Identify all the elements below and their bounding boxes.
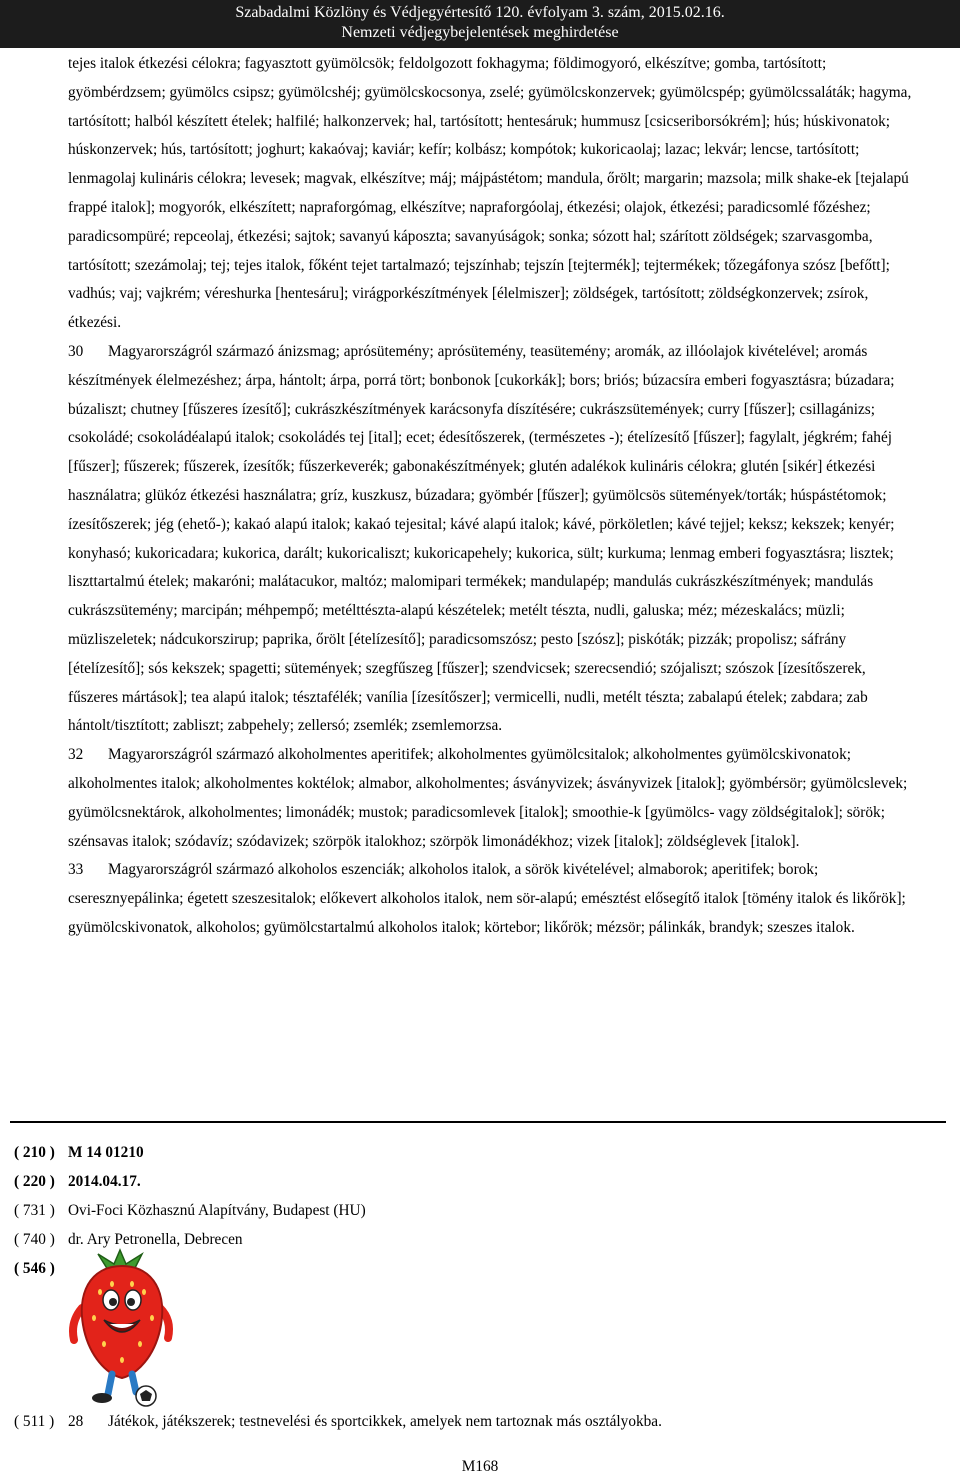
section-divider <box>10 1121 946 1123</box>
field-511 <box>14 1411 662 1433</box>
application-number: M 14 01210 <box>68 1144 144 1161</box>
field-code: ( 546 ) <box>14 1260 55 1277</box>
representative: dr. Ary Petronella, Debrecen <box>68 1231 243 1248</box>
field-code: ( 740 ) <box>14 1231 55 1248</box>
class-paragraph <box>68 856 914 942</box>
field-code: ( 210 ) <box>14 1144 55 1161</box>
class-text: Magyarországról származó alkoholos eszenciák; alkoholos italok, a sörök kivételével; almaborok; aperitifek; borok; cseresznyepálinka; égetett szeszesitalok; előkevert alkoholos italok, nem sör-alapú; emésztést elősegítő italok [tömény italok és likőrök]; gyümölcskivonatok, alkoholos; gyümölcstartalmú alkoholos italok; körtebor; likőrök; mézsör; pálinkák, brandyk; szeszes italok. <box>68 861 906 936</box>
class-paragraph <box>68 741 914 856</box>
field-546 <box>14 1254 366 1283</box>
page-header <box>0 0 960 48</box>
field-731 <box>14 1196 366 1225</box>
class-text: Magyarországról származó ánizsmag; aprósütemény; aprósütemény, teasütemény; aromák, az illóolajok kivételével; aromás készítmények élelmezéshez; árpa, hántolt; árpa, porrá tört; bonbonok [cukorkák]; bors; briós; búzacsíra emberi fogyasztásra; búzadara; búzaliszt; chutney [fűszeres ízesítő]; cukrászkészítmények karácsonyfa díszítésére; cukrászsütemények; curry [fűszer]; csillagánizs; csokoládé; csokoládéalapú italok; csokoládés tej [ital]; ecet; édesítőszerek, (természetes -); ételízesítő [fűszer]; fagylalt, jégkrém; fahéj [fűszer]; fűszerek; fűszerek, ízesítők; fűszerkeverék; gabonakészítmények; glutén adalékok kulináris célokra; glutén [sikér] étkezési használatra; glükóz étkezési használatra; gríz, kuszkusz, búzadara; gyömbér [fűszer]; gyümölcsös sütemények/torták; húspástétomok; ízesítőszerek; jég (ehető-); kakaó alapú italok; kakaó tejesital; kávé alapú italok; kávé, pörköletlen; kávé tejjel; keksz; kekszek; kenyér; konyhasó; kukoricadara; kukorica, darált; kukoricaliszt; kukoricapehely; kukorica, sült; kurkuma; lenmag emberi fogyasztásra; lisztek; liszttartalmú ételek; makaróni; malátacukor, maltóz; malomipari termékek; mandulapép; mandulás cukrászkészítmények; mandulás cukrászsütemény; marcipán; méhpempő; metélttészta-alapú készételek; metélt tészta, nudli, galuska; méz; mézeskalács; müzli; müzliszeletek; nádcukorszirup; paprika, őrölt [ételízesítő]; paradicsomszósz; pesto [szósz]; piskóták; pizzák; propolisz; sáfrány [ételízesítő]; sós kekszek; spagetti; sütemények; szegfűszeg [fűszer]; szendvicsek; szerecsendió; szójaliszt; szószok [ízesítőszerek, fűszeres mártások]; tea alapú italok; tésztafélék; vanília [ízesítőszer]; vermicelli, nudli, metélt tészta; zabalapú ételek; zabdara; zab hántolt/tisztított; zabliszt; zabpehely; zellersó; zsemlék; zsemlemorzsa. <box>68 342 895 735</box>
trademark-logo <box>68 1248 178 1408</box>
strawberry-mascot-icon <box>68 1248 178 1408</box>
class-text: Magyarországról származó alkoholmentes aperitifek; alkoholmentes gyümölcsitalok; alkoholmentes gyümölcskivonatok; alkoholmentes italok; alkoholmentes koktélok; almabor, alkoholmentes; ásványvizek; ásványvizek [italok]; gyömbérsör; gyümölcslevek; gyümölcsnektárok, alkoholmentes; limonádék; mustok; paradicsomlevek [italok]; smoothie-k [gyümölcs- vagy zöldségitalok]; sörök; szénsavas italok; szódavíz; szódavizek; szörpök italokhoz; szörpök limonádékhoz; vizek [italok]; zöldséglevek [italok]. <box>68 746 908 850</box>
class-paragraph <box>68 50 914 338</box>
field-code: ( 220 ) <box>14 1173 55 1190</box>
class-text: tejes italok étkezési célokra; fagyasztott gyümölcsök; feldolgozott fokhagyma; földimogyoró, elkészítve; gomba, tartósított; gyömbérdzsem; gyümölcs csipsz; gyümölcshéj; gyümölcskocsonya, zselé; gyümölcskonzervek; gyümölcspép; gyümölcssaláták; hagyma, tartósított; halból készített ételek; halfilé; halkonzervek; hal, tartósított; hentesáruk; hummusz [csicseriborsókrém]; hús; húskivonatok; húskonzervek; hús, tartósított; joghurt; kakaóvaj; kaviár; kefír; kolbász; kompótok; kukoricaolaj; lazac; lekvár; lencse, tartósított; lenmagolaj kulináris célokra; levesek; magvak, elkészítve; máj; májpástétom; mandula, őrölt; margarin; mazsola; milk shake-ek [tejalapú frappé italok]; mogyorók, elkészített; napraforgómag, elkészítve; napraforgóolaj, étkezési; olajok, étkezési; paradicsomlé főzéshez; paradicsompüré; repceolaj, étkezési; sajtok; savanyú káposzta; savanyúságok; sonka; sózott hal; szárított zöldségek; szarvasgomba, tartósított; szezámolaj; tej; tejes italok, főként tejet tartalmazó; tejszínhab; tejszín [tejtermék]; tejtermékek; tőzegáfonya szósz [befőtt]; vadhús; vaj; vajkrém; véreshurka [hentesáru]; virágporkészítmények [élelmiszer]; zöldségek, tartósított; zöldségkonzervek; zsírok, étkezési. <box>68 55 912 332</box>
class-number: 30 <box>68 342 84 360</box>
class-number: 32 <box>68 746 84 764</box>
field-code: ( 731 ) <box>14 1202 55 1219</box>
section-title: Nemzeti védjegybejelentések meghirdetése <box>341 24 619 41</box>
field-210 <box>14 1138 366 1167</box>
applicant: Ovi-Foci Közhasznú Alapítvány, Budapest (HU) <box>68 1202 366 1219</box>
field-code: ( 511 ) <box>14 1413 55 1430</box>
journal-title: Szabadalmi Közlöny és Védjegyértesítő 120. évfolyam 3. szám, 2015.02.16. <box>235 4 725 21</box>
trademark-record <box>14 1138 366 1283</box>
nice-class-goods: Játékok, játékszerek; testnevelési és sportcikkek, amelyek nem tartoznak más osztályokba. <box>108 1413 662 1430</box>
nice-class-number: 28 <box>68 1413 84 1430</box>
field-740 <box>14 1225 366 1254</box>
class-paragraph <box>68 338 914 741</box>
field-220 <box>14 1167 366 1196</box>
class-number: 33 <box>68 861 84 879</box>
goods-list <box>68 50 914 943</box>
page-number: M168 <box>461 1458 499 1475</box>
filing-date: 2014.04.17. <box>68 1173 141 1190</box>
